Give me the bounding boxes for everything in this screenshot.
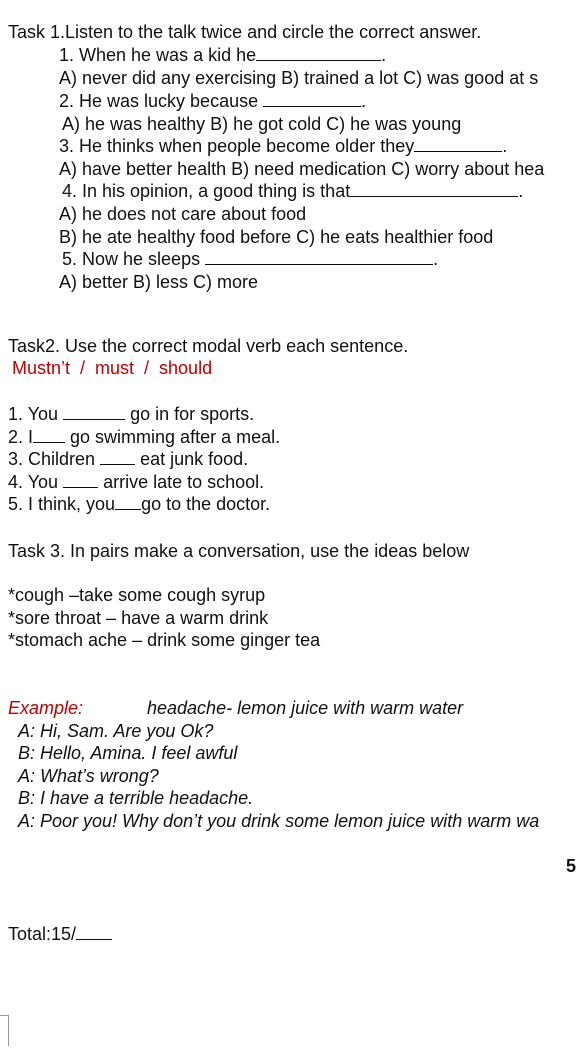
answer-blank[interactable] — [256, 46, 381, 61]
task1-title: Task 1.Listen to the talk twice and circle the correct answer. — [8, 22, 482, 42]
example-label: Example: — [8, 698, 84, 718]
answer-blank[interactable] — [100, 450, 135, 465]
period: . — [381, 45, 387, 65]
question-text: 1. When he was a kid he — [59, 45, 257, 65]
answer-blank[interactable] — [205, 250, 433, 265]
modal-options: Mustn’t / must / should — [12, 358, 213, 378]
task1-options-3: A) have better health B) need medication C) worry about hea — [59, 159, 545, 179]
sentence-end: eat junk food. — [140, 449, 249, 469]
idea-item: *sore throat – have a warm drink — [8, 608, 269, 628]
answer-blank[interactable] — [414, 137, 502, 152]
dialogue-line: A: Hi, Sam. Are you Ok? — [18, 721, 214, 741]
task1-options-2: A) he was healthy B) he got cold C) he was young — [62, 114, 462, 134]
total-blank[interactable] — [76, 925, 112, 940]
sentence-start: 2. I — [8, 427, 34, 447]
task1-question-5 — [62, 248, 438, 270]
score-mark: 5 — [566, 856, 576, 876]
sentence-end: go swimming after a meal. — [70, 427, 281, 447]
task2-title: Task2. Use the correct modal verb each sentence. — [8, 336, 409, 356]
period: . — [518, 181, 524, 201]
dialogue-line: A: Poor you! Why don’t you drink some lemon juice with warm wa — [18, 811, 540, 831]
task3-title: Task 3. In pairs make a conversation, use the ideas below — [8, 541, 470, 561]
total-label: Total:15/ — [8, 924, 77, 944]
answer-blank[interactable] — [33, 428, 65, 443]
dialogue-line: A: What’s wrong? — [18, 766, 159, 786]
period: . — [361, 91, 367, 111]
task1-question-1 — [59, 44, 386, 66]
answer-blank[interactable] — [63, 405, 125, 420]
period: . — [502, 136, 508, 156]
sentence-end: go to the doctor. — [141, 494, 271, 514]
dialogue-line: B: I have a terrible headache. — [18, 788, 254, 808]
answer-blank[interactable] — [63, 473, 98, 488]
answer-blank[interactable] — [263, 92, 361, 107]
answer-blank[interactable] — [115, 495, 141, 510]
idea-item: *cough –take some cough syrup — [8, 585, 266, 605]
task1-question-3 — [59, 135, 507, 157]
task2-sentence-4 — [8, 471, 264, 493]
dialogue-line: B: Hello, Amina. I feel awful — [18, 743, 238, 763]
question-text: 5. Now he sleeps — [62, 249, 201, 269]
example-topic: headache- lemon juice with warm water — [147, 698, 464, 718]
sentence-start: 1. You — [8, 404, 59, 424]
question-text: 3. He thinks when people become older they — [59, 136, 415, 156]
task1-options-5: A) better B) less C) more — [59, 272, 259, 292]
idea-item: *stomach ache – drink some ginger tea — [8, 630, 321, 650]
task2-sentence-3 — [8, 448, 248, 470]
task2-sentence-1 — [8, 403, 254, 425]
task1-options-1: A) never did any exercising B) trained a lot C) was good at s — [59, 68, 539, 88]
sentence-start: 4. You — [8, 472, 59, 492]
task2-sentence-2 — [8, 426, 280, 448]
answer-blank[interactable] — [350, 182, 518, 197]
sentence-start: 5. I think, you — [8, 494, 116, 514]
page-edge-fragment — [0, 1015, 9, 1046]
question-text: 2. He was lucky because — [59, 91, 259, 111]
sentence-end: go in for sports. — [130, 404, 255, 424]
task1-options-4b: B) he ate healthy food before C) he eats healthier food — [59, 227, 494, 247]
period: . — [433, 249, 439, 269]
sentence-end: arrive late to school. — [103, 472, 265, 492]
sentence-start: 3. Children — [8, 449, 96, 469]
task2-sentence-5 — [8, 493, 270, 515]
total-score — [8, 923, 112, 945]
task1-options-4a: A) he does not care about food — [59, 204, 307, 224]
task1-question-4 — [62, 180, 523, 202]
task1-question-2 — [59, 90, 366, 112]
question-text: 4. In his opinion, a good thing is that — [62, 181, 351, 201]
